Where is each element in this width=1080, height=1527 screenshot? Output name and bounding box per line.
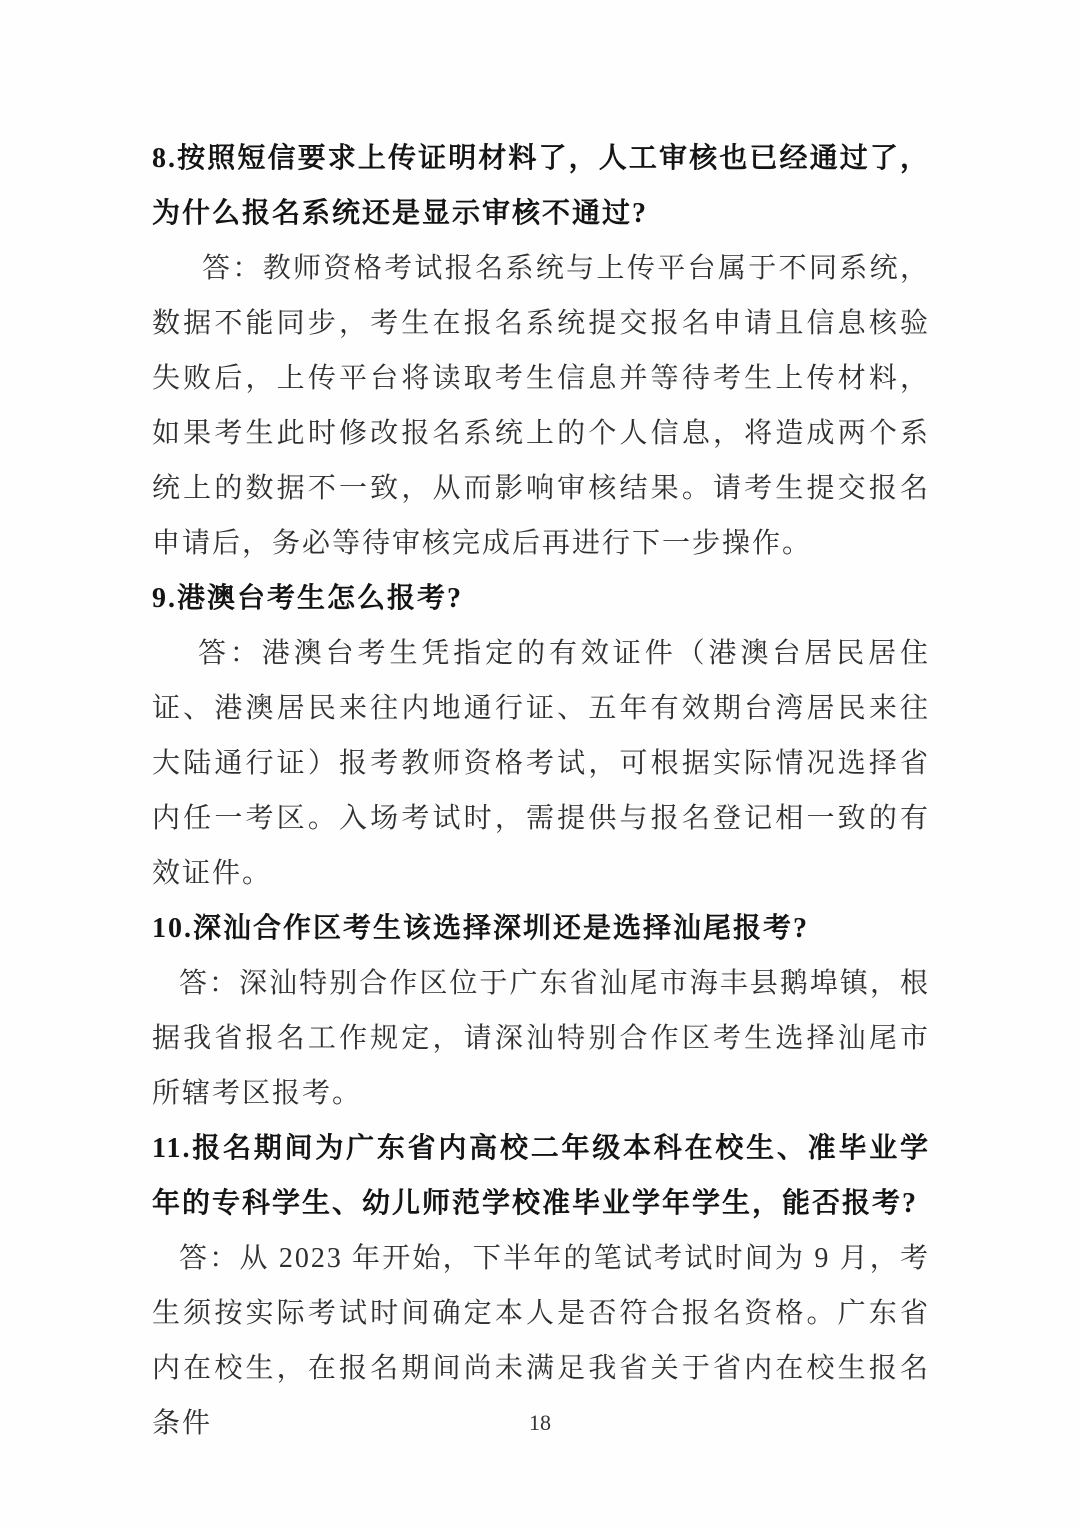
faq-question-9: 9.港澳台考生怎么报考?: [152, 583, 464, 614]
faq-answer-11: 答：从 2023 年开始，下半年的笔试考试时间为 9 月，考生须按实际考试时间确定本人是否符合报名资格。广东省内在校生，在报名期间尚未满足我省关于省内在校生报名条件: [152, 1243, 930, 1439]
faq-question-11: 11.报名期间为广东省内高校二年级本科在校生、准毕业学年的专科学生、幼儿师范学校准毕业学年学生，能否报考?: [152, 1133, 930, 1219]
faq-question-8: 8.按照短信要求上传证明材料了，人工审核也已经通过了，为什么报名系统还是显示审核不通过?: [152, 143, 930, 229]
faq-answer-10: 答：深汕特别合作区位于广东省汕尾市海丰县鹅埠镇，根据我省报名工作规定，请深汕特别合作区考生选择汕尾市所辖考区报考。: [152, 968, 930, 1109]
page-number: 18: [529, 1410, 551, 1435]
faq-answer-9: 答：港澳台考生凭指定的有效证件（港澳台居民居住证、港澳居民来往内地通行证、五年有效期台湾居民来往大陆通行证）报考教师资格考试，可根据实际情况选择省内任一考区。入场考试时，需提供与报名登记相一致的有效证件。: [152, 638, 930, 889]
faq-question-10: 10.深汕合作区考生该选择深圳还是选择汕尾报考?: [152, 913, 810, 944]
document-body: [152, 131, 930, 1451]
faq-answer-8: 答：教师资格考试报名系统与上传平台属于不同系统，数据不能同步，考生在报名系统提交报名申请且信息核验失败后，上传平台将读取考生信息并等待考生上传材料，如果考生此时修改报名系统上的个人信息，将造成两个系统上的数据不一致，从而影响审核结果。请考生提交报名申请后，务必等待审核完成后再进行下一步操作。: [152, 253, 930, 559]
